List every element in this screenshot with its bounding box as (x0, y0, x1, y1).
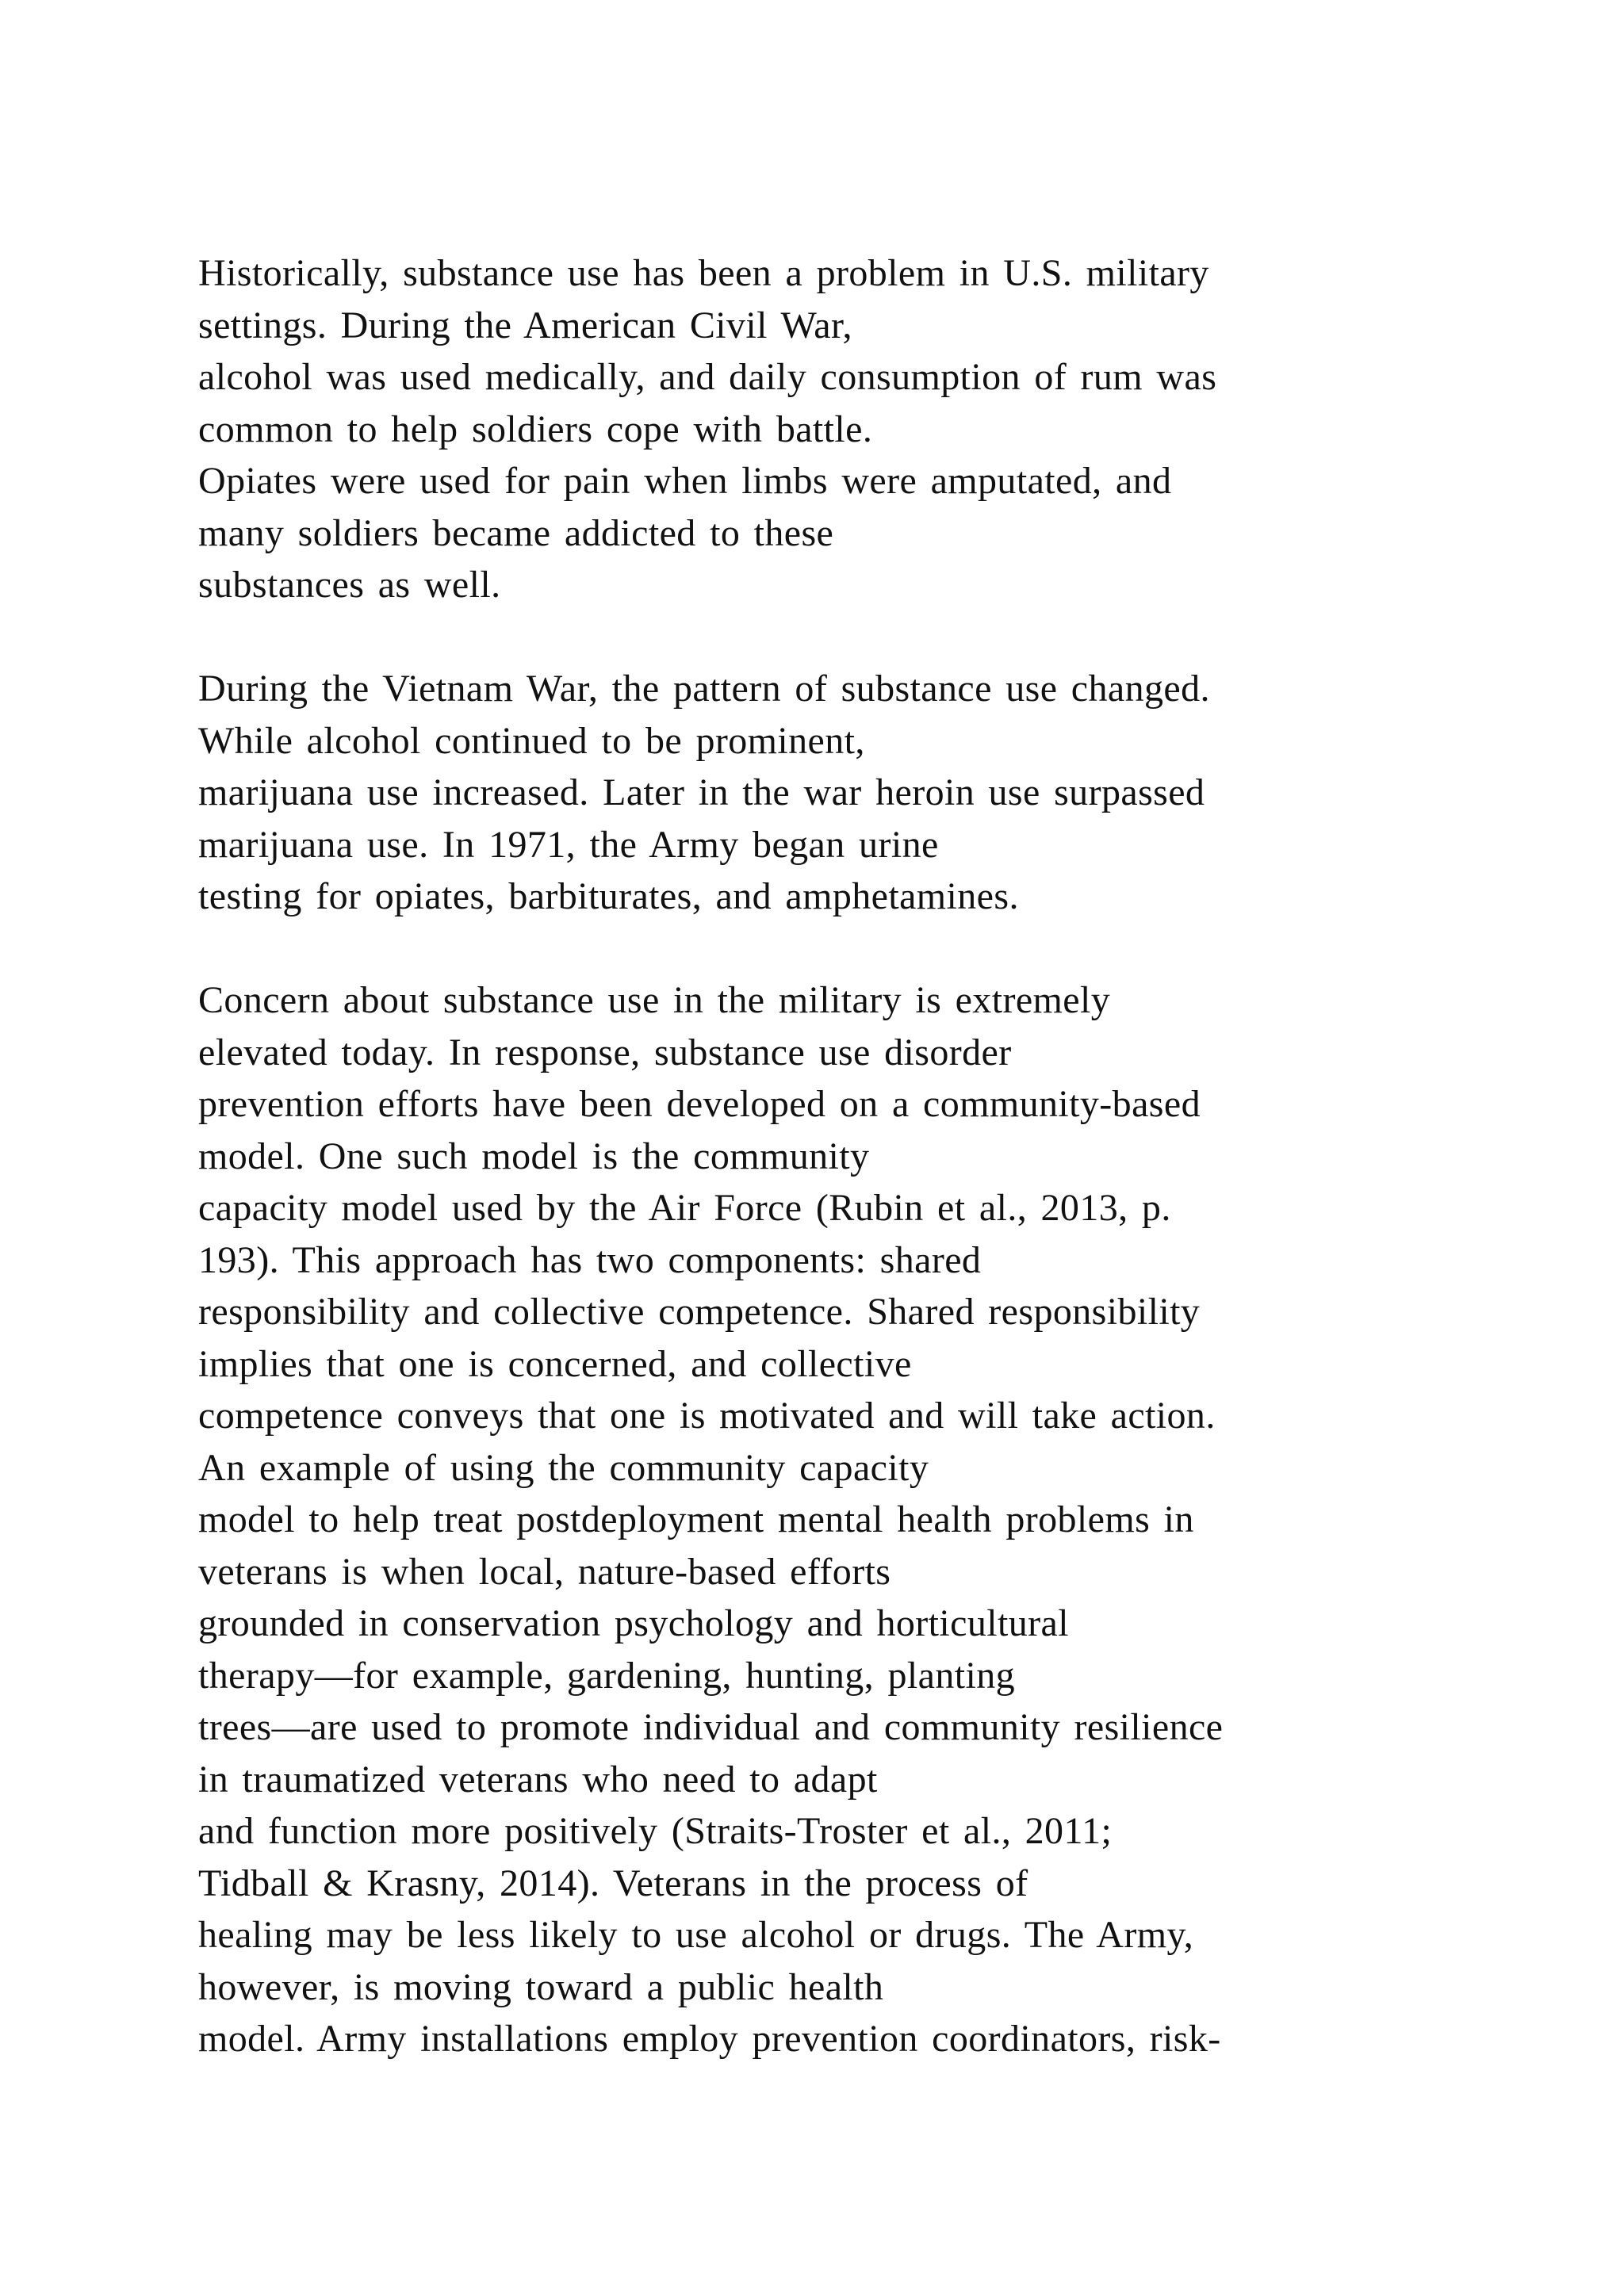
text-line: healing may be less likely to use alcohol or drugs. The Army, (198, 1914, 1194, 1956)
text-line: model. One such model is the community (198, 1135, 870, 1177)
text-line: testing for opiates, barbiturates, and amphetamines. (198, 875, 1019, 917)
text-line: During the Vietnam War, the pattern of substance use changed. (198, 668, 1210, 710)
text-line: 193). This approach has two components: shared (198, 1238, 982, 1281)
text-line: competence conveys that one is motivated and will take action. (198, 1395, 1216, 1437)
text-line: responsibility and collective competence. Shared responsibility (198, 1291, 1201, 1333)
paragraph-vietnam (198, 663, 1499, 923)
text-line: grounded in conservation psychology and horticultural (198, 1602, 1069, 1644)
text-line: in traumatized veterans who need to adapt (198, 1758, 878, 1800)
text-line: alcohol was used medically, and daily consumption of rum was (198, 356, 1217, 398)
text-line: settings. During the American Civil War, (198, 304, 852, 346)
text-line: however, is moving toward a public health (198, 1965, 884, 2008)
text-line: model. Army installations employ prevention coordinators, risk- (198, 2018, 1221, 2060)
paragraph-history (198, 247, 1499, 611)
text-line: marijuana use. In 1971, the Army began urine (198, 823, 939, 866)
text-line: implies that one is concerned, and collective (198, 1342, 912, 1385)
text-line: Concern about substance use in the military is extremely (198, 979, 1111, 1021)
text-line: elevated today. In response, substance use disorder (198, 1031, 1012, 1073)
text-line: An example of using the community capacity (198, 1446, 929, 1489)
text-line: Opiates were used for pain when limbs were amputated, and (198, 460, 1172, 502)
text-line: common to help soldiers cope with battle. (198, 408, 873, 450)
text-line: Historically, substance use has been a problem in U.S. military (198, 252, 1209, 294)
text-line: prevention efforts have been developed on a community-based (198, 1083, 1201, 1125)
text-line: While alcohol continued to be prominent, (198, 719, 865, 762)
text-line: many soldiers became addicted to these (198, 511, 834, 554)
text-line: substances as well. (198, 564, 501, 606)
text-line: capacity model used by the Air Force (Rubin et al., 2013, p. (198, 1187, 1171, 1229)
text-line: Tidball & Krasny, 2014). Veterans in the process of (198, 1862, 1028, 1904)
text-line: trees—are used to promote individual and community resilience (198, 1706, 1224, 1748)
paragraph-concern (198, 974, 1499, 2065)
text-line: and function more positively (Straits-Troster et al., 2011; (198, 1810, 1113, 1852)
text-line: marijuana use increased. Later in the war heroin use surpassed (198, 771, 1205, 813)
text-line: therapy—for example, gardening, hunting, planting (198, 1654, 1015, 1697)
document-body (198, 247, 1499, 2117)
text-line: model to help treat postdeployment mental health problems in (198, 1498, 1194, 1540)
text-line: veterans is when local, nature-based efforts (198, 1550, 891, 1593)
